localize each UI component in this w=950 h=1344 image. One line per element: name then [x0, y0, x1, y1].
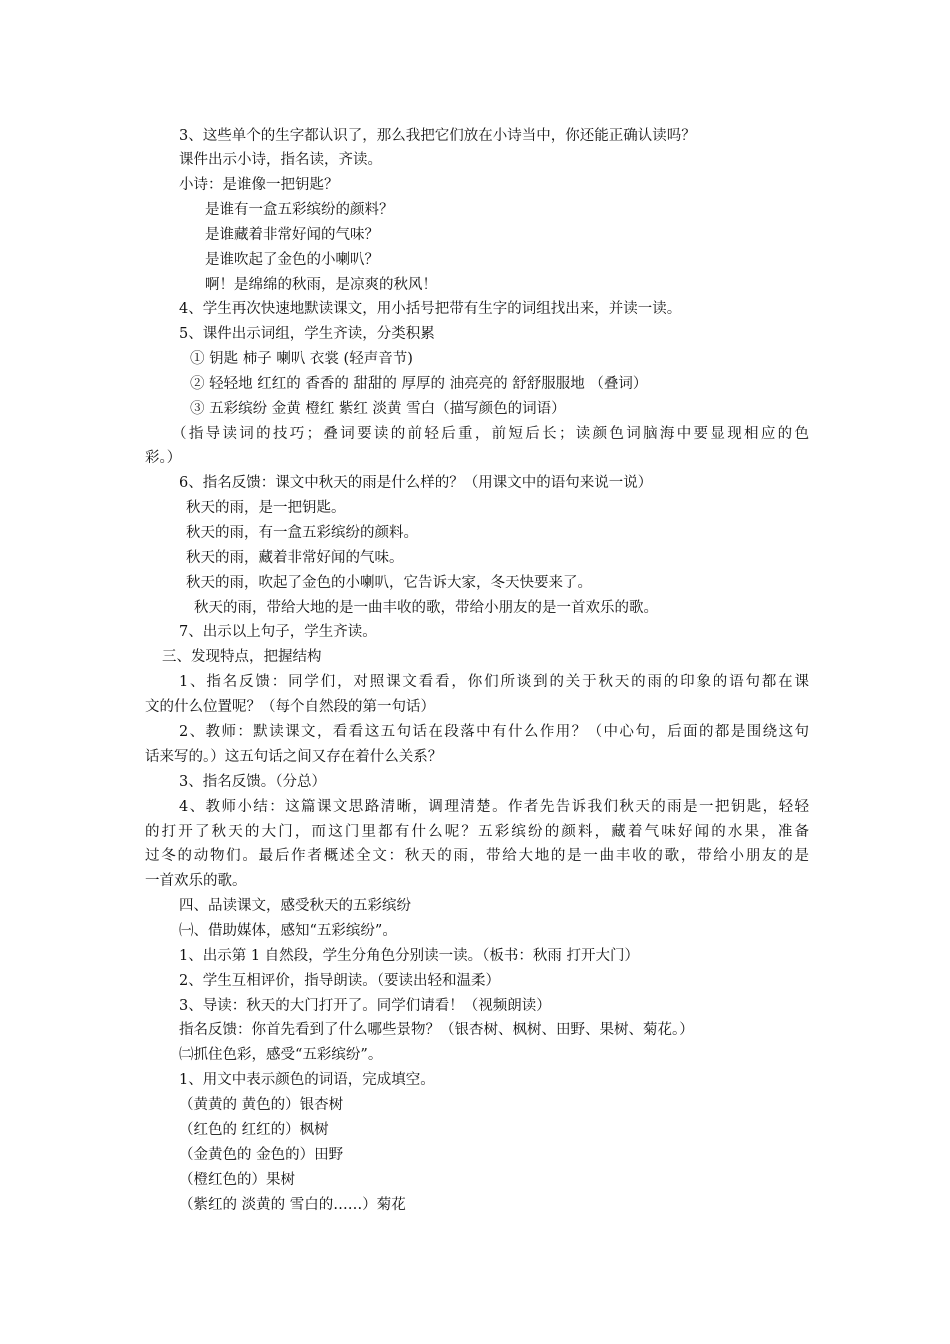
poem-line: 啊！是绵绵的秋雨，是凉爽的秋风！	[205, 277, 437, 293]
paragraph-line: 1、出示第 1 自然段，学生分角色分别读一读。（板书：秋雨 打开大门）	[179, 948, 640, 964]
sentence-line: 秋天的雨，是一把钥匙。	[186, 500, 346, 516]
sentence-line: 秋天的雨，有一盒五彩缤纷的颜料。	[186, 525, 418, 541]
word-group-line: ③ 五彩缤纷 金黄 橙红 紫红 淡黄 雪白（描写颜色的词语）	[190, 401, 566, 417]
poem-line: 是谁藏着非常好闻的气味？	[205, 227, 379, 243]
sentence-line: 秋天的雨，藏着非常好闻的气味。	[186, 550, 404, 566]
paragraph-line: 2、学生互相评价，指导朗读。（要读出轻和温柔）	[179, 973, 500, 989]
word-group-line: ① 钥匙 柿子 喇叭 衣裳 (轻声音节)	[190, 351, 413, 367]
paragraph-line: 2、教师：默读课文，看看这五句话在段落中有什么作用？（中心句，后面的都是围绕这句	[179, 724, 809, 740]
poem-line: 是谁有一盒五彩缤纷的颜料？	[205, 202, 394, 218]
paragraph-line: （指导读词的技巧；叠词要读的前轻后重，前短后长；读颜色词脑海中要显现相应的色	[172, 426, 809, 442]
paragraph-line: 7、出示以上句子，学生齐读。	[179, 624, 377, 640]
fill-blank-line: （金黄色的 金色的）田野	[179, 1147, 344, 1163]
sentence-line: 秋天的雨，带给大地的是一曲丰收的歌，带给小朋友的是一首欢乐的歌。	[194, 600, 658, 616]
paragraph-line: 4、教师小结：这篇课文思路清晰，调理清楚。作者先告诉我们秋天的雨是一把钥匙，轻轻	[179, 799, 809, 815]
subsection-heading: ㈡抓住色彩，感受“五彩缤纷”。	[179, 1047, 383, 1063]
paragraph-line: 一首欢乐的歌。	[145, 873, 247, 889]
fill-blank-line: （红色的 红红的）枫树	[179, 1122, 329, 1138]
word-group-line: ② 轻轻地 红红的 香香的 甜甜的 厚厚的 油亮亮的 舒舒服服地 （叠词）	[190, 376, 648, 392]
sentence-line: 秋天的雨，吹起了金色的小喇叭，它告诉大家，冬天快要来了。	[186, 575, 592, 591]
paragraph-line: 小诗：是谁像一把钥匙？	[179, 177, 339, 193]
poem-line: 是谁吹起了金色的小喇叭？	[205, 252, 379, 268]
paragraph-line: 1、用文中表示颜色的词语，完成填空。	[179, 1072, 435, 1088]
fill-blank-line: （紫红的 淡黄的 雪白的……）菊花	[179, 1197, 406, 1213]
paragraph-line: 3、指名反馈。（分总）	[179, 774, 326, 790]
paragraph-line: 文的什么位置呢？（每个自然段的第一句话）	[145, 699, 435, 715]
paragraph-line: 1、指名反馈：同学们，对照课文看看，你们所谈到的关于秋天的雨的印象的语句都在课	[179, 674, 809, 690]
paragraph-line: 6、指名反馈：课文中秋天的雨是什么样的？（用课文中的语句来说一说）	[179, 475, 653, 491]
fill-blank-line: （橙红色的）果树	[179, 1172, 295, 1188]
paragraph-line: 5、课件出示词组，学生齐读，分类积累	[179, 326, 435, 342]
fill-blank-line: （黄黄的 黄色的）银杏树	[179, 1097, 344, 1113]
paragraph-line: 过冬的动物们。最后作者概述全文：秋天的雨，带给大地的是一曲丰收的歌，带给小朋友的是	[145, 848, 809, 864]
paragraph-line: 指名反馈：你首先看到了什么哪些景物？（银杏树、枫树、田野、果树、菊花。）	[179, 1022, 694, 1038]
paragraph-line: 的打开了秋天的大门，而这门里都有什么呢？五彩缤纷的颜料，藏着气味好闻的水果，准备	[145, 824, 809, 840]
section-heading: 三、发现特点，把握结构	[162, 649, 322, 665]
section-heading: 四、品读课文，感受秋天的五彩缤纷	[179, 898, 411, 914]
paragraph-line: 3、这些单个的生字都认识了，那么我把它们放在小诗当中，你还能正确认读吗？	[179, 128, 696, 144]
paragraph-line: 课件出示小诗，指名读，齐读。	[179, 152, 382, 168]
subsection-heading: ㈠、借助媒体，感知“五彩缤纷”。	[179, 923, 397, 939]
paragraph-line: 3、导读：秋天的大门打开了。同学们请看！（视频朗读）	[179, 998, 551, 1014]
paragraph-line: 4、学生再次快速地默读课文，用小括号把带有生字的词组找出来，并读一读。	[179, 301, 682, 317]
paragraph-line: 话来写的。）这五句话之间又存在着什么关系？	[145, 749, 443, 765]
paragraph-line: 彩。）	[145, 450, 182, 466]
